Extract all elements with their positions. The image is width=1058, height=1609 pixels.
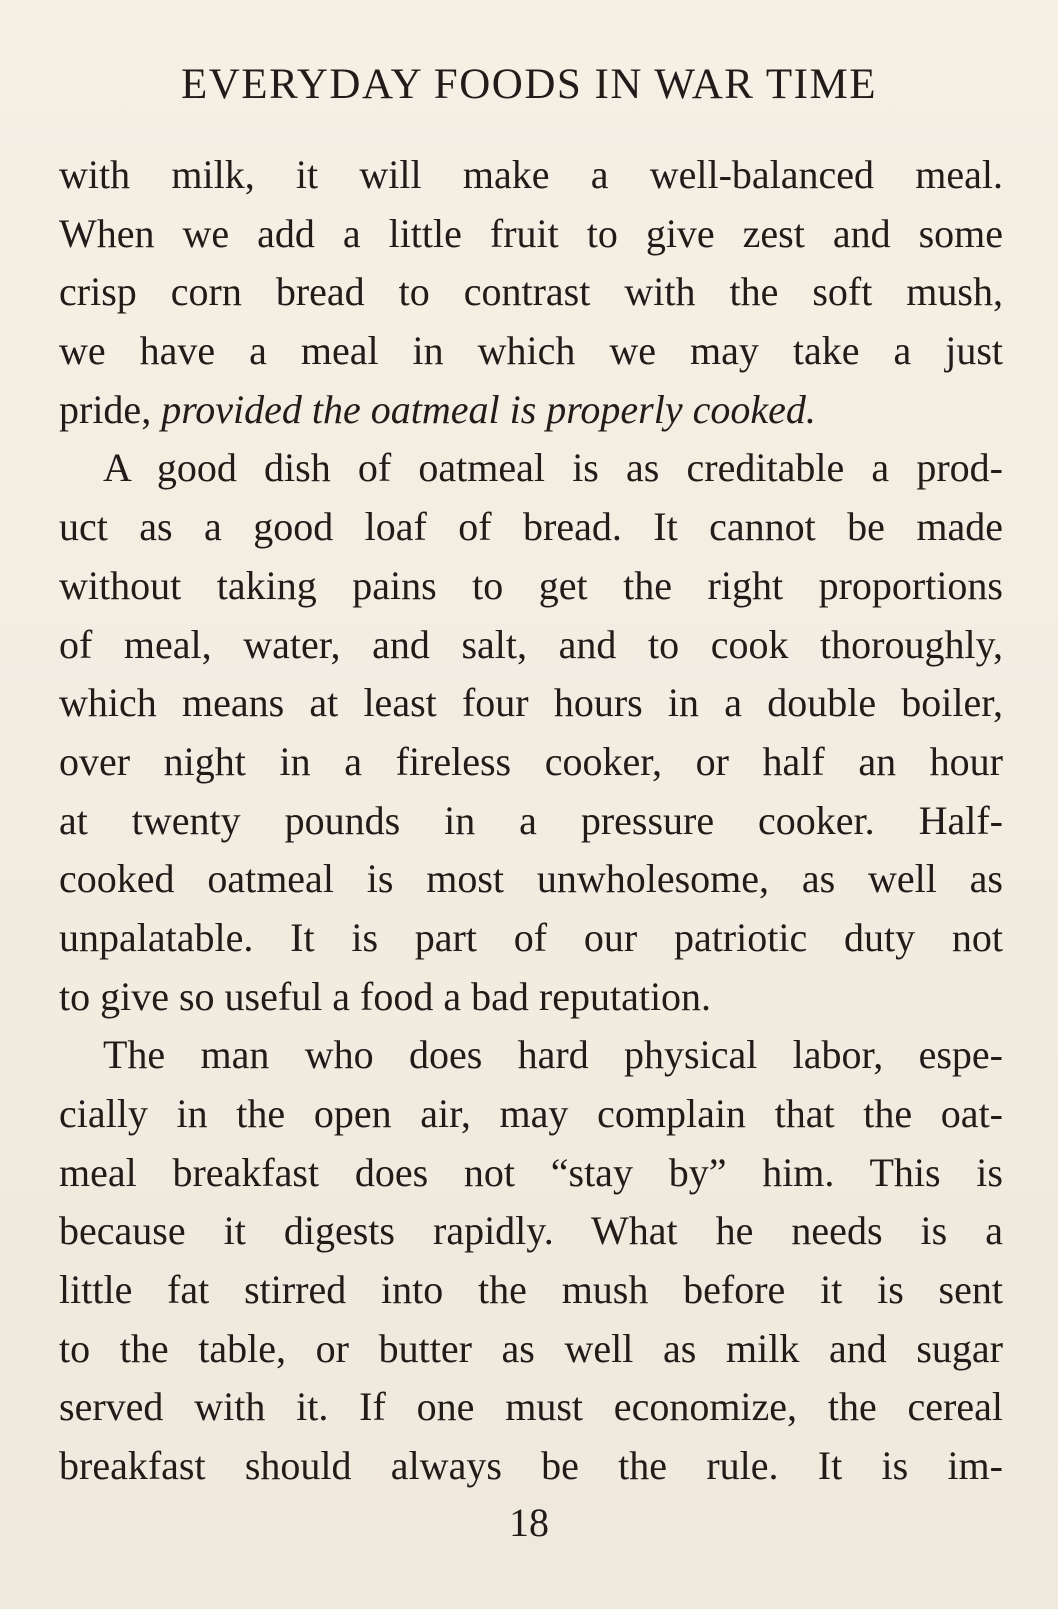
text-line: to the table, or butter as well as milk and sugar [59, 1325, 1003, 1371]
text-line: unpalatable. It is part of our patriotic duty not [59, 914, 1003, 960]
text-line: meal breakfast does not “stay by” him. This is [59, 1149, 1003, 1195]
text-line: The man who does hard physical labor, espe- [103, 1032, 1003, 1078]
page-number: 18 [509, 1500, 549, 1545]
text-line: A good dish of oatmeal is as creditable a prod- [103, 445, 1003, 491]
text-line [59, 381, 1003, 440]
paragraph-1 [59, 146, 1003, 439]
paragraph-2 [59, 439, 1003, 1026]
text-line: crisp corn bread to contrast with the soft mush, [59, 269, 1003, 315]
text-line: with milk, it will make a well-balanced meal. [59, 152, 1003, 197]
text-line: uct as a good loaf of bread. It cannot be made [59, 504, 1003, 550]
text-line: breakfast should always be the rule. It is im- [59, 1443, 1003, 1489]
text-line: to give so useful a food a bad reputation. [59, 973, 712, 1019]
text-run: pride, [59, 386, 162, 432]
running-head: EVERYDAY FOODS IN WAR TIME [180, 61, 877, 108]
text-line: because it digests rapidly. What he needs is a [59, 1208, 1003, 1254]
text-line: cially in the open air, may complain that the oat- [59, 1091, 1003, 1136]
text-line: of meal, water, and salt, and to cook thoroughly, [59, 621, 1003, 667]
paragraph-3 [59, 1026, 1003, 1496]
text-line: we have a meal in which we may take a just [59, 328, 1003, 374]
text-line: When we add a little fruit to give zest and some [59, 210, 1003, 256]
text-line: little fat stirred into the mush before it is sent [59, 1267, 1003, 1313]
text-line: served with it. If one must economize, the cereal [59, 1384, 1003, 1430]
text-line: cooked oatmeal is most unwholesome, as well as [59, 856, 1003, 902]
italic-emphasis: provided the oatmeal is properly cooked. [161, 386, 816, 432]
body-text [59, 146, 1003, 1496]
text-line: at twenty pounds in a pressure cooker. Half- [59, 797, 1003, 843]
text-line: over night in a fireless cooker, or half an hour [59, 738, 1003, 784]
text-line: which means at least four hours in a double boiler, [59, 680, 1003, 726]
text-line: without taking pains to get the right proportions [59, 562, 1003, 608]
